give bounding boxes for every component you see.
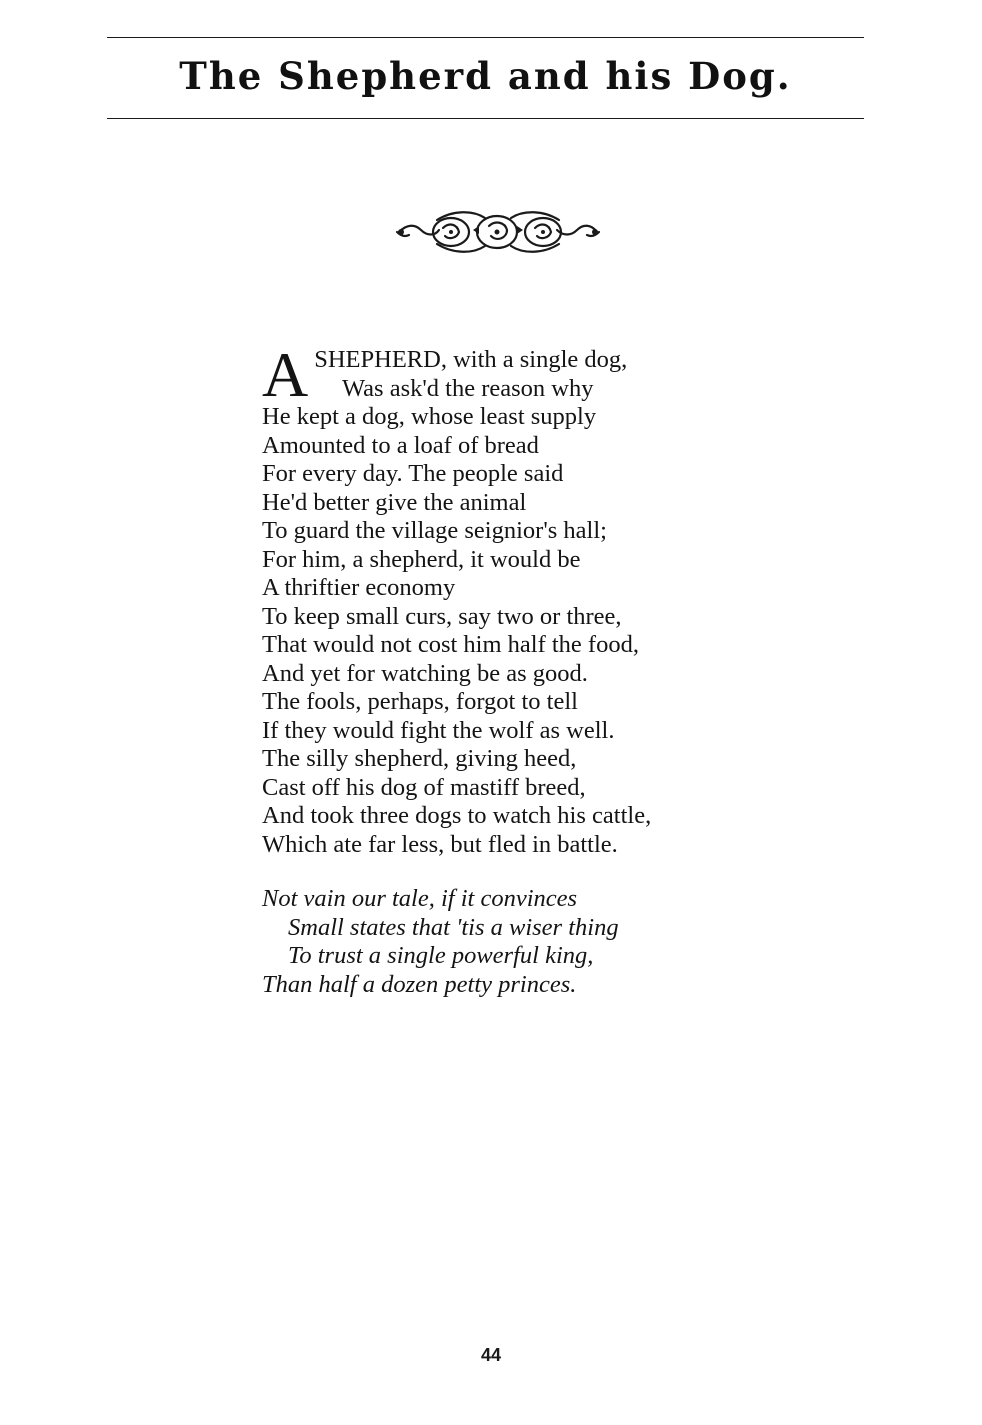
poem-line: He'd better give the animal	[262, 488, 527, 516]
drop-cap: A	[262, 339, 309, 410]
header-rule-top	[107, 37, 864, 38]
poem-line: A thriftier economy	[262, 574, 456, 601]
moral-line: Small states that 'tis a wiser thing	[288, 913, 619, 941]
poem-line: SHEPHERD, with a single dog,	[314, 346, 628, 373]
poem-opening	[262, 339, 782, 410]
moral-line: To trust a single powerful king,	[288, 942, 594, 969]
poem-line: That would not cost him half the food,	[262, 631, 639, 658]
poem-line: And took three dogs to watch his cattle,	[262, 802, 652, 829]
poem-line: For every day. The people said	[262, 460, 564, 487]
floral-vignette-icon	[393, 206, 603, 258]
poem-line: For him, a shepherd, it would be	[262, 545, 581, 573]
poem-line: Was ask'd the reason why	[342, 374, 594, 402]
page-number: 44	[480, 1345, 502, 1365]
poem-body	[262, 339, 782, 999]
poem-line: If they would fight the wolf as well.	[262, 716, 615, 744]
moral-line: Than half a dozen petty princes.	[262, 970, 577, 998]
poem-line: Which ate far less, but fled in battle.	[262, 830, 618, 858]
poem-line: Cast off his dog of mastiff breed,	[262, 773, 586, 801]
poem-line: He kept a dog, whose least supply	[262, 403, 597, 430]
poem-line: The fools, perhaps, forgot to tell	[262, 688, 578, 715]
poem-line: To guard the village seignior's hall;	[262, 517, 607, 544]
poem-line: Amounted to a loaf of bread	[262, 431, 539, 459]
poem-line: And yet for watching be as good.	[262, 659, 588, 687]
poem-moral	[262, 885, 782, 999]
page-title: The Shepherd and his Dog.	[179, 54, 792, 98]
moral-line: Not vain our tale, if it convinces	[262, 885, 578, 912]
poem-line: To keep small curs, say two or three,	[262, 602, 622, 630]
header-rule-bottom	[107, 118, 864, 119]
poem-line: The silly shepherd, giving heed,	[262, 745, 577, 772]
